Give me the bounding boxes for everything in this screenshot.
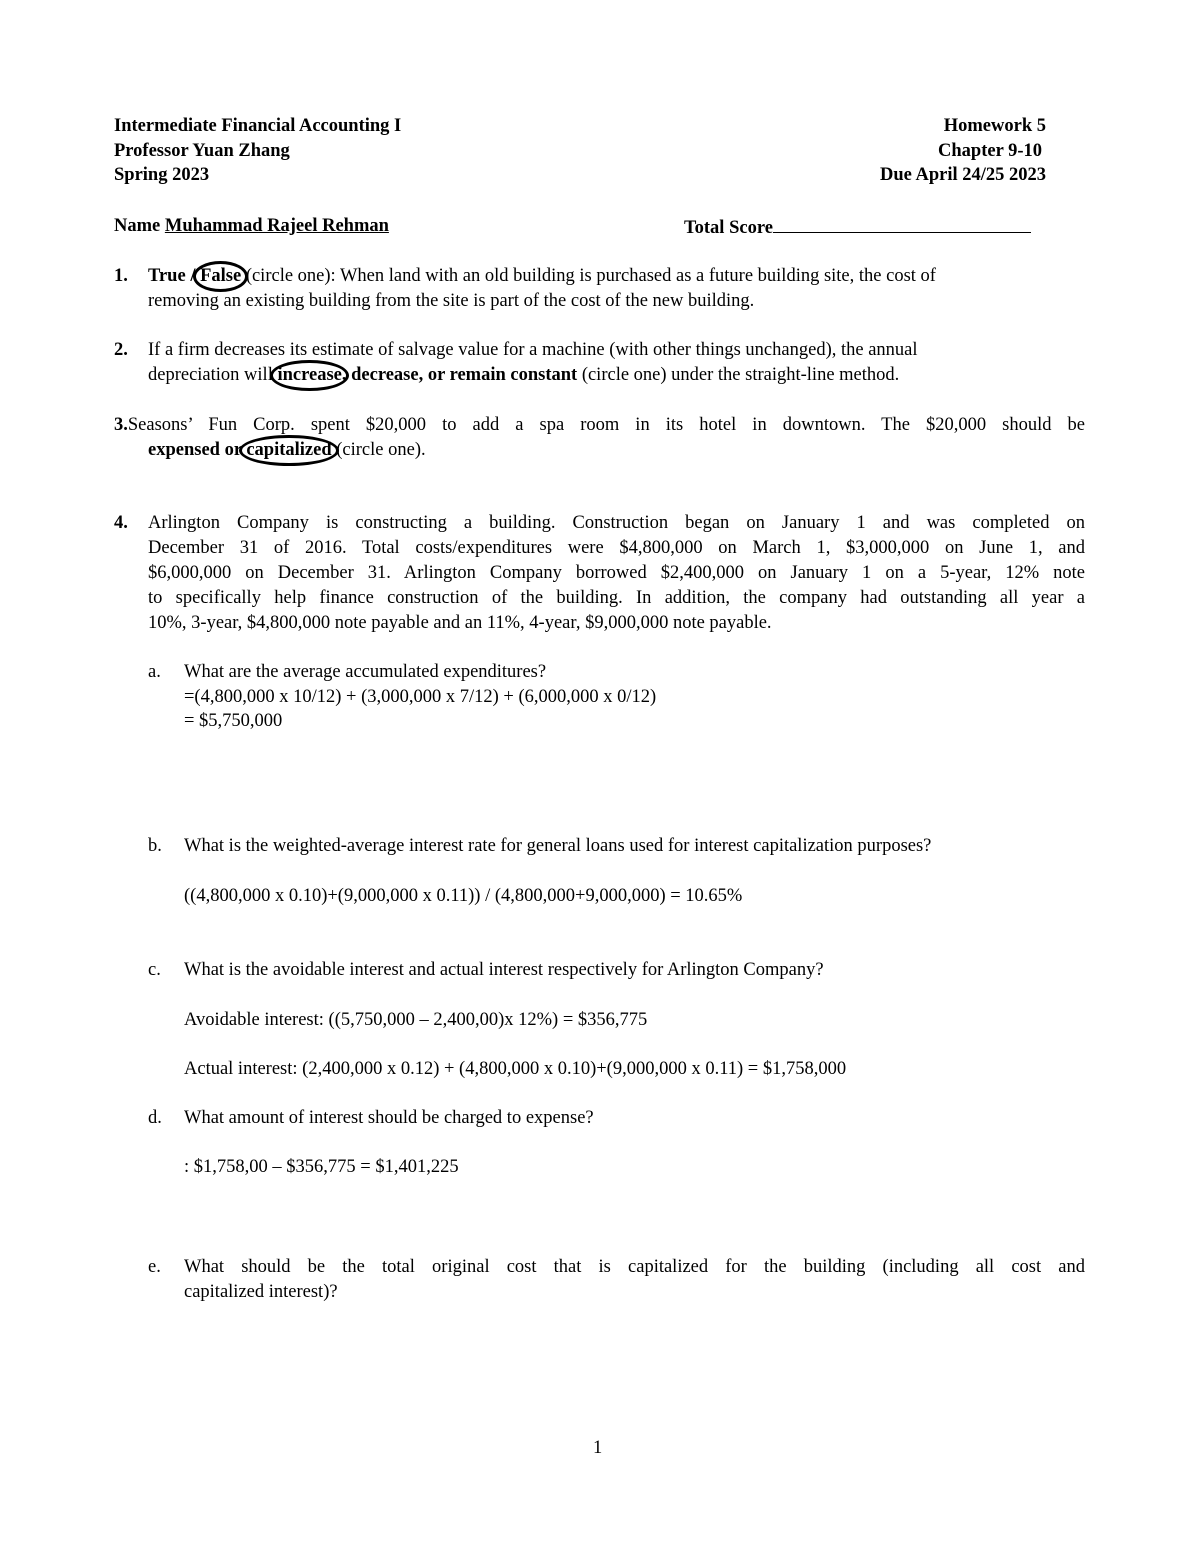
q4a-question: What are the average accumulated expenditures? <box>184 662 547 682</box>
q3-option-expensed[interactable]: expensed or <box>148 440 247 460</box>
q4c-question: What is the avoidable interest and actual interest respectively for Arlington Company? <box>184 960 824 980</box>
q4a-answer-2[interactable]: = $5,750,000 <box>184 711 283 731</box>
q2-line2 <box>148 363 899 388</box>
q4-line-4: to specifically help finance construction of the building. In addition, the company had outstanding all year a <box>148 588 1085 608</box>
q2-option-others[interactable]: , decrease, or remain constant <box>341 365 578 385</box>
q3-line2 <box>148 438 426 463</box>
q4d-question: What amount of interest should be charged to expense? <box>184 1108 594 1128</box>
q1-number: 1. <box>114 266 128 286</box>
due-date: Due April 24/25 2023 <box>880 165 1046 185</box>
score-blank[interactable] <box>773 214 1031 233</box>
q4d-letter: d. <box>148 1108 162 1128</box>
q3-line1 <box>114 413 1085 438</box>
q4a-answer-1[interactable]: =(4,800,000 x 10/12) + (3,000,000 x 7/12) + (6,000,000 x 0/12) <box>184 687 657 707</box>
q4-line-3: $6,000,000 on December 31. Arlington Company borrowed $2,400,000 on January 1 on a 5-year, 12% note <box>148 563 1085 583</box>
q2-line1: If a firm decreases its estimate of salvage value for a machine (with other things unchanged), the annual <box>148 340 918 360</box>
q1-option-true[interactable]: True <box>148 266 186 286</box>
q4e-question-line1: What should be the total original cost that is capitalized for the building (including all cost and <box>184 1257 1085 1277</box>
q4-line-1: Arlington Company is constructing a building. Construction began on January 1 and was completed on <box>148 513 1085 533</box>
professor-name: Professor Yuan Zhang <box>114 141 290 161</box>
q4-number: 4. <box>114 513 128 533</box>
q4b-answer[interactable]: ((4,800,000 x 0.10)+(9,000,000 x 0.11)) / (4,800,000+9,000,000) = 10.65% <box>184 886 743 906</box>
q4b-letter: b. <box>148 836 162 856</box>
q4-line-2: December 31 of 2016. Total costs/expenditures were $4,800,000 on March 1, $3,000,000 on June 1, and <box>148 538 1085 558</box>
score-label: Total Score <box>684 218 773 238</box>
q4e-question-line2: capitalized interest)? <box>184 1282 338 1302</box>
page-number: 1 <box>593 1438 603 1458</box>
q4a-letter: a. <box>148 662 161 682</box>
q3-option-capitalized[interactable]: capitalized <box>246 438 331 463</box>
q2-number: 2. <box>114 340 128 360</box>
q4-line-5: 10%, 3-year, $4,800,000 note payable and an 11%, 4-year, $9,000,000 note payable. <box>148 613 772 633</box>
q1-line2: removing an existing building from the site is part of the cost of the new building. <box>148 291 755 311</box>
name-label: Name <box>114 216 161 236</box>
q2-pre: depreciation will <box>148 365 278 385</box>
student-name: Muhammad Rajeel Rehman <box>164 216 389 236</box>
q4c-answer-actual[interactable]: Actual interest: (2,400,000 x 0.12) + (4,800,000 x 0.10)+(9,000,000 x 0.11) = $1,758,000 <box>184 1059 847 1079</box>
q1-option-false[interactable]: False <box>200 264 241 289</box>
q4e-letter: e. <box>148 1257 161 1277</box>
q4c-letter: c. <box>148 960 161 980</box>
student-name-row <box>114 214 389 239</box>
q3-number: 3. <box>114 415 128 435</box>
q2-post: (circle one) under the straight-line method. <box>577 365 900 385</box>
q3-text: Seasons’ Fun Corp. spent $20,000 to add a spa room in its hotel in downtown. The $20,000 should be <box>127 415 1085 435</box>
q1-line1 <box>148 264 936 289</box>
q4d-answer[interactable]: : $1,758,00 – $356,775 = $1,401,225 <box>184 1157 459 1177</box>
q2-option-increase[interactable]: increase <box>277 363 341 388</box>
q3-post: (circle one). <box>331 440 426 460</box>
q1-slash: / <box>185 266 196 286</box>
total-score-row <box>684 214 1031 241</box>
q4b-question: What is the weighted-average interest rate for general loans used for interest capitalization purposes? <box>184 836 932 856</box>
chapter-label: Chapter 9-10 <box>938 141 1042 161</box>
q4c-answer-avoidable[interactable]: Avoidable interest: ((5,750,000 – 2,400,00)x 12%) = $356,775 <box>184 1010 648 1030</box>
course-title: Intermediate Financial Accounting I <box>114 116 402 136</box>
q1-text-a: (circle one): When land with an old building is purchased as a future building site, the cost of <box>241 266 936 286</box>
assignment-title: Homework 5 <box>943 116 1046 136</box>
term: Spring 2023 <box>114 165 210 185</box>
